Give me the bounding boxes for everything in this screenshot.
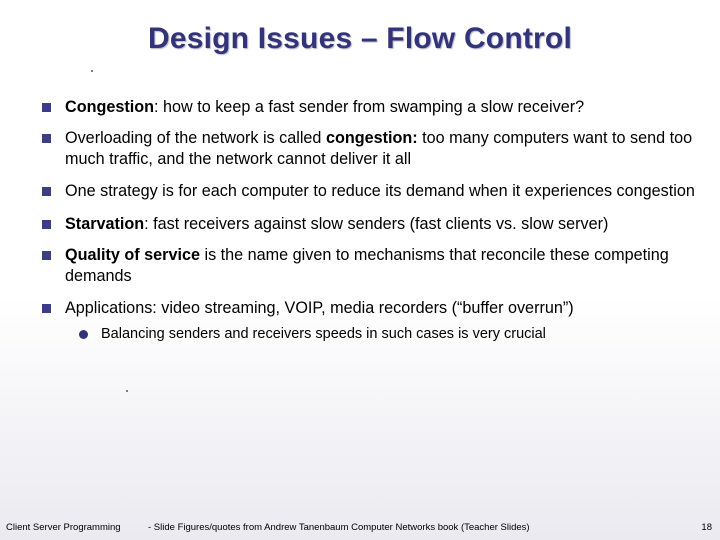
bullet-text [65, 98, 584, 116]
bold-term: Congestion [65, 98, 155, 116]
text-segment: : fast receivers against slow senders (fast clients vs. slow server) [144, 215, 609, 233]
sub-bullet-text: Balancing senders and receivers speeds in such cases is very crucial [101, 326, 546, 342]
text-segment: Overloading of the network is called [65, 129, 326, 147]
text-segment: Applications: video streaming, VOIP, media recorders (“buffer overrun”) [65, 299, 574, 317]
square-bullet-icon [42, 220, 51, 229]
square-bullet-icon [42, 304, 51, 313]
bullet-item [42, 214, 702, 235]
bullet-item [42, 128, 702, 170]
sub-bullet-item [79, 325, 702, 343]
square-bullet-icon [42, 134, 51, 143]
square-bullet-icon [42, 251, 51, 260]
decorative-dot [126, 390, 128, 392]
square-bullet-icon [42, 187, 51, 196]
footer-course: Client Server Programming [6, 522, 121, 533]
slide-title: Design Issues – Flow Control [147, 22, 572, 55]
bold-term: Quality of service [65, 246, 200, 264]
bold-term: congestion: [325, 129, 418, 147]
bullet-text [65, 246, 669, 285]
bullet-text [65, 182, 695, 200]
bold-term: Starvation [65, 215, 145, 233]
page-number: 18 [701, 522, 712, 533]
bullet-item [42, 181, 702, 202]
text-segment: One strategy is for each computer to reduce its demand when it experiences congestion [65, 182, 695, 200]
square-bullet-icon [42, 103, 51, 112]
text-segment: too many computers want to send too much traffic, and the network cannot deliver it all [65, 129, 693, 168]
text-segment: : how to keep a fast sender from swamping a slow receiver? [154, 98, 585, 116]
bullet-text [65, 215, 608, 233]
decorative-dot [91, 70, 93, 72]
bullet-item [42, 245, 702, 287]
footer-credit: - Slide Figures/quotes from Andrew Tanenbaum Computer Networks book (Teacher Slides) [148, 522, 530, 533]
bullet-text [65, 299, 574, 317]
bullet-item [42, 97, 702, 118]
round-bullet-icon [79, 330, 88, 339]
bullet-list [42, 97, 702, 343]
bullet-text [65, 129, 692, 168]
text-segment: is the name given to mechanisms that reconcile these competing demands [65, 246, 669, 285]
bullet-item [42, 298, 702, 343]
